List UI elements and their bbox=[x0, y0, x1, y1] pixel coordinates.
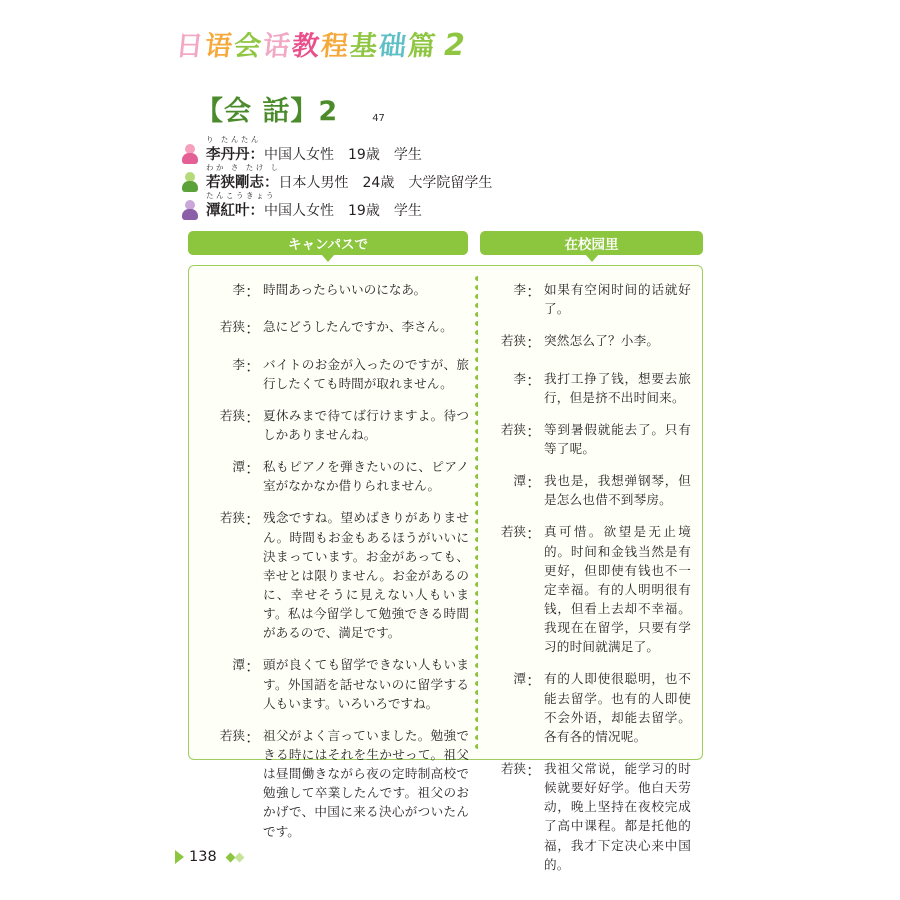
logo-volume-number: 2 bbox=[444, 28, 465, 63]
dialogue-text: 我也是，我想弹钢琴，但是怎么也借不到琴房。 bbox=[544, 473, 691, 508]
dialogue-text: 夏休みまで待てば行けますよ。待つしかありませんね。 bbox=[263, 407, 469, 443]
logo-char: 教 bbox=[290, 30, 321, 62]
speaker-colon: ： bbox=[526, 421, 543, 441]
page-header bbox=[175, 22, 505, 70]
column-tabs bbox=[188, 231, 703, 257]
logo-char: 础 bbox=[377, 30, 408, 62]
dialogue-text: 私もピアノを弾きたいのに、ピアノ室がなかなか借りられません。 bbox=[263, 459, 469, 494]
speaker-colon: ： bbox=[245, 407, 262, 427]
cast-name bbox=[206, 191, 276, 220]
dialogue-line bbox=[203, 406, 469, 444]
speaker-label: 李 bbox=[513, 282, 526, 297]
speaker-label: 李 bbox=[232, 282, 245, 297]
cast-row bbox=[182, 163, 742, 192]
dialogue-text: バイトのお金が入ったのですが、旅行したくても時間が取れません。 bbox=[263, 356, 469, 391]
dialogue-text: 突然怎么了？小李。 bbox=[544, 333, 660, 349]
dialogue-column-chinese bbox=[489, 280, 691, 887]
dialogue-line bbox=[203, 355, 469, 393]
speaker-label: 若狭 bbox=[500, 333, 526, 349]
speaker-colon: ： bbox=[526, 473, 543, 493]
cast-row bbox=[182, 135, 742, 164]
speaker-label: 若狭 bbox=[500, 421, 526, 437]
speaker-colon: ： bbox=[526, 333, 543, 353]
speaker-label: 若狭 bbox=[219, 727, 245, 743]
dialogue-text: 時間あったらいいのになあ。 bbox=[263, 282, 427, 297]
cast-name bbox=[206, 135, 264, 164]
tab-chinese bbox=[480, 231, 703, 255]
dialogue-text: 如果有空闲时间的话就好了。 bbox=[544, 282, 691, 317]
dialogue-line bbox=[489, 280, 691, 318]
speaker-label: 潭 bbox=[513, 671, 526, 687]
avatar-body bbox=[182, 153, 198, 164]
book-logo bbox=[175, 22, 505, 70]
speaker-label: 若狭 bbox=[219, 510, 245, 526]
speaker-label: 若狭 bbox=[500, 760, 526, 776]
audio-track-number: 47 bbox=[372, 113, 385, 124]
speaker-colon: ： bbox=[245, 459, 262, 479]
logo-char: 基 bbox=[348, 30, 379, 62]
dialogue-text: 我祖父常说，能学习的时候就要好好学。他白天劳动，晚上坚持在夜校完成了高中课程。都是托他的福，我才下定决心来中国的。 bbox=[544, 760, 691, 872]
page-title: 【会 話】2 bbox=[196, 96, 339, 127]
dialogue-text: 急にどうしたんですか、李さん。 bbox=[263, 319, 453, 335]
avatar-body bbox=[182, 209, 198, 220]
cast-description: 中国人女性 19歳 学生 bbox=[264, 147, 422, 163]
speaker-colon: ： bbox=[245, 510, 262, 530]
cast-furigana: わか さ たけ し bbox=[206, 163, 281, 172]
dialogue-text: 有的人即使很聪明，也不能去留学。也有的人即使不会外语，却能去留学。各有各的情况呢。 bbox=[544, 671, 691, 744]
speaker-label: 潭 bbox=[513, 473, 526, 489]
dialogue-line bbox=[489, 471, 691, 509]
column-divider bbox=[475, 274, 478, 752]
dialogue-line bbox=[489, 420, 691, 458]
speaker-label: 李 bbox=[513, 370, 526, 386]
dialogue-text: 残念ですね。望めばきりがありません。時間もお金もあるほうがいいに決まっています。お金があっても、幸せとは限りません。お金があるのに、幸せそうに見えない人もいます。私は今留学して勉強できる時間があるので、満足です。 bbox=[263, 510, 469, 641]
speaker-label: 李 bbox=[232, 356, 245, 372]
dialogue-line bbox=[203, 280, 469, 304]
logo-char: 话 bbox=[261, 30, 292, 62]
book-logo-characters bbox=[175, 30, 436, 63]
speaker-label: 若狭 bbox=[219, 407, 245, 423]
page-footer bbox=[175, 845, 425, 869]
speaker-colon: ： bbox=[526, 524, 543, 544]
avatar-icon bbox=[182, 144, 198, 164]
cd-icon bbox=[350, 100, 385, 124]
speaker-colon: ： bbox=[245, 657, 262, 677]
dialogue-line bbox=[489, 522, 691, 656]
speaker-colon: ： bbox=[245, 356, 262, 376]
cast-name bbox=[206, 163, 281, 192]
dialogue-line bbox=[203, 317, 469, 341]
avatar-icon bbox=[182, 200, 198, 220]
speaker-colon: ： bbox=[526, 282, 543, 301]
tab-notch bbox=[585, 254, 599, 262]
cast-description: 中国人女性 19歳 学生 bbox=[264, 203, 422, 219]
section-title-row bbox=[196, 96, 385, 127]
cast-furigana: り たんたん bbox=[206, 135, 261, 144]
dialogue-text: 祖父がよく言っていました。勉強できる時にはそれを生かせって。祖父は昼間働きながら夜の定時制高校で勉強して卒業したんです。祖父のおかげで、中国に来る決心がついたんです。 bbox=[263, 727, 469, 839]
dialogue-text: 真可惜。欲望是无止境的。时间和金钱当然是有更好，但即使有钱也不一定幸福。有的人明明很有钱，但看上去却不幸福。我现在在留学，只要有学习的时间就满足了。 bbox=[544, 524, 691, 655]
tab-notch bbox=[321, 254, 335, 262]
cast-name-text: 潭紅叶： bbox=[206, 203, 264, 219]
avatar-icon bbox=[182, 172, 198, 192]
speaker-label: 若狭 bbox=[219, 319, 245, 335]
dialogue-line bbox=[489, 369, 691, 407]
cast-furigana: たんこうきょう bbox=[206, 191, 276, 200]
dialogue-line bbox=[203, 655, 469, 712]
dialogue-line bbox=[203, 726, 469, 841]
dialogue-text: 我打工挣了钱，想要去旅行，但是挤不出时间来。 bbox=[544, 370, 691, 405]
dialogue-text: 頭が良くても留学できない人もいます。外国語を話せないのに留学する人もいます。いろいろですね。 bbox=[263, 657, 469, 711]
dialogue-column-japanese bbox=[203, 280, 469, 854]
dialogue-line bbox=[203, 508, 469, 642]
speaker-colon: ： bbox=[526, 671, 543, 691]
dialogue-line bbox=[489, 331, 691, 355]
speaker-colon: ： bbox=[526, 370, 543, 390]
logo-char: 程 bbox=[319, 30, 350, 62]
speaker-colon: ： bbox=[245, 282, 262, 301]
speaker-label: 若狭 bbox=[500, 524, 526, 540]
speaker-colon: ： bbox=[245, 319, 262, 339]
tab-japanese bbox=[188, 231, 468, 255]
cast-description: 日本人男性 24歳 大学院留学生 bbox=[278, 175, 493, 191]
cast-list bbox=[182, 135, 742, 226]
speaker-colon: ： bbox=[245, 727, 262, 747]
logo-char: 日 bbox=[174, 30, 205, 62]
tab-japanese-label: キャンパスで bbox=[287, 237, 369, 253]
speaker-colon: ： bbox=[526, 760, 543, 780]
logo-char: 篇 bbox=[406, 30, 437, 62]
dialogue-line bbox=[489, 669, 691, 746]
diamond-icon bbox=[234, 852, 244, 862]
logo-char: 会 bbox=[232, 30, 263, 62]
cast-name-text: 若狭剛志： bbox=[206, 175, 279, 191]
dialogue-line bbox=[489, 759, 691, 874]
cast-row bbox=[182, 191, 742, 220]
triangle-icon bbox=[175, 850, 184, 864]
cast-name-text: 李丹丹： bbox=[206, 147, 264, 163]
avatar-body bbox=[182, 181, 198, 192]
page-number: 138 bbox=[189, 849, 217, 865]
dialogue-text: 等到暑假就能去了。只有等了呢。 bbox=[544, 421, 691, 457]
logo-char: 语 bbox=[203, 30, 234, 62]
dialogue-line bbox=[203, 457, 469, 495]
tab-chinese-label: 在校园里 bbox=[564, 237, 619, 253]
speaker-label: 潭 bbox=[232, 657, 245, 673]
speaker-label: 潭 bbox=[232, 459, 245, 475]
